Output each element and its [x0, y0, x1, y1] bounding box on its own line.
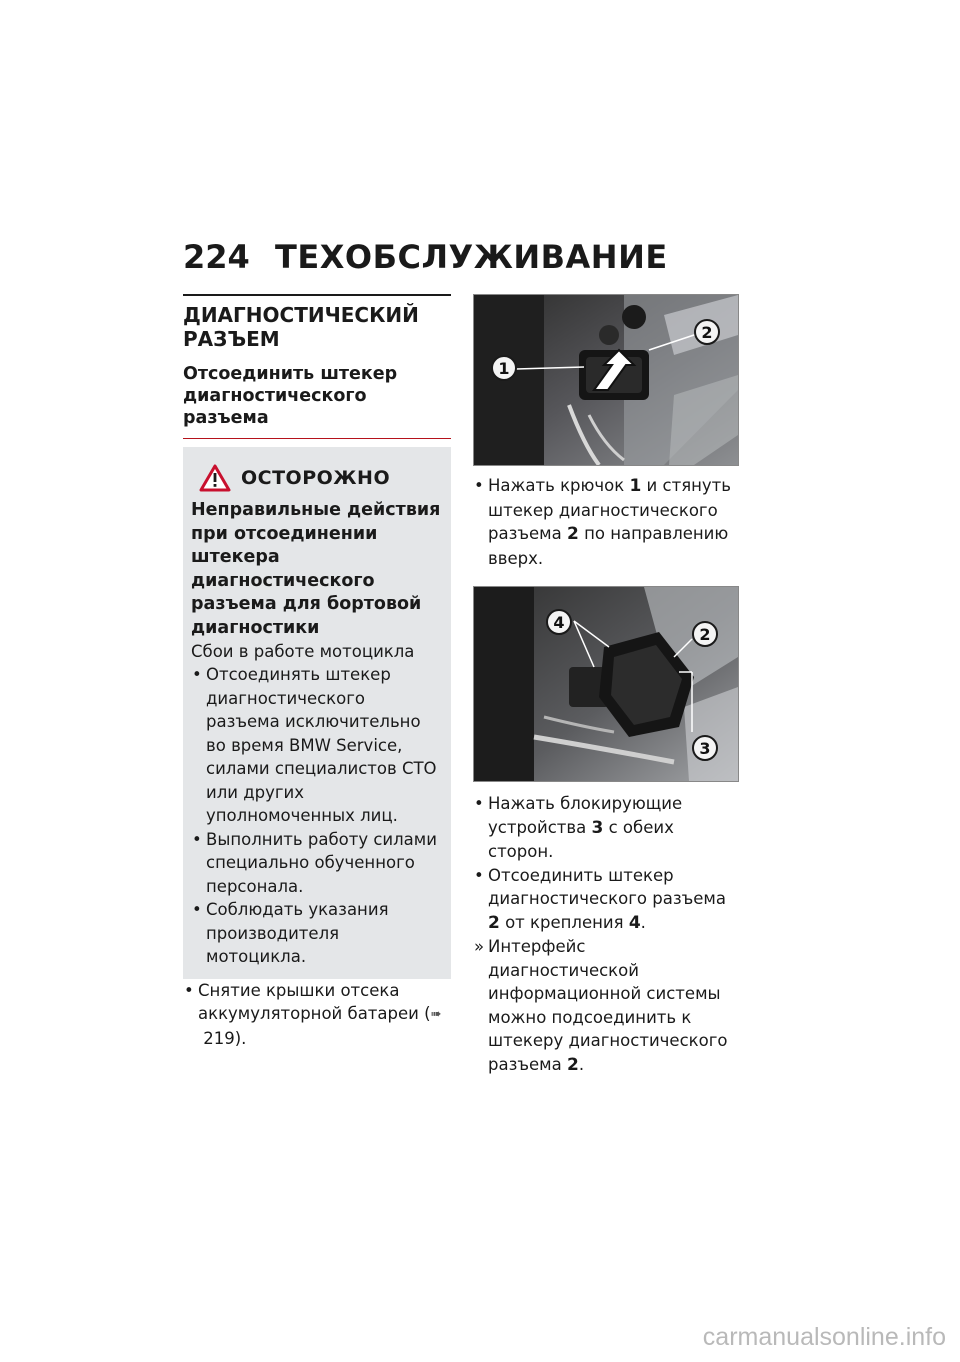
page-reference-icon: ➠	[430, 1007, 442, 1022]
step-item: • Отсоединить штекер диагностического разъема 2 от крепления 4.	[474, 865, 726, 933]
figure-diagnostic-hook	[473, 294, 739, 466]
prestep-item: • Снятие крышки отсека аккумуляторной батареи (➠ 219).	[184, 980, 442, 1048]
figure-label-2: 2	[692, 621, 718, 647]
warning-title: Неправильные действия при отсоединении штекера диагностического разъема для бортовой диагностики	[191, 500, 441, 638]
section-rule	[183, 294, 451, 296]
warning-label: ОСТОРОЖНО	[241, 467, 391, 489]
step-item: • Нажать крючок 1 и стянуть штекер диагностического разъема 2 по направлению вверх.	[474, 476, 732, 568]
step-list-2	[473, 792, 739, 1077]
warning-item: • Соблюдать указания производителя мотоцикла.	[192, 900, 389, 966]
section-title: ДИАГНОСТИЧЕСКИЙ РАЗЪЕМ	[183, 303, 419, 351]
figure-label-3: 3	[692, 735, 718, 761]
right-column	[473, 294, 739, 1077]
warning-cause: Сбои в работе мотоцикла	[191, 642, 415, 661]
figure-diagnostic-lock	[473, 586, 739, 782]
subsection-title: Отсоединить штекер диагностического разъема	[183, 364, 398, 428]
footer-watermark: carmanualsonline.info	[702, 1323, 946, 1351]
warning-triangle-icon	[199, 464, 231, 492]
result-item: » Интерфейс диагностической информационной системы можно подсоединить к штекеру диагностического разъема 2.	[474, 937, 728, 1075]
page-number: 224	[183, 238, 250, 276]
prestep-list	[183, 979, 451, 1051]
warning-box	[183, 447, 451, 979]
warning-item: • Выполнить работу силами специально обученного персонала.	[192, 829, 437, 896]
subsection-rule	[183, 438, 451, 439]
warning-item: • Отсоединять штекер диагностического разъема исключительно во время BMW Service, силами специалистов СТО или других уполномоченных лиц.	[192, 665, 437, 825]
step-item: • Нажать блокирующие устройства 3 с обеих сторон.	[474, 794, 683, 861]
chapter-title: ТЕХОБСЛУЖИВАНИЕ	[275, 238, 668, 276]
figure-label-1: 1	[491, 355, 517, 381]
figure-label-2: 2	[694, 319, 720, 345]
warning-list	[191, 663, 443, 969]
step-list-1	[473, 474, 739, 570]
left-column	[183, 294, 451, 1050]
page-reference[interactable]: 219	[203, 1028, 235, 1048]
page-header	[183, 238, 668, 278]
figure-label-4: 4	[546, 609, 572, 635]
warning-header	[191, 463, 443, 493]
